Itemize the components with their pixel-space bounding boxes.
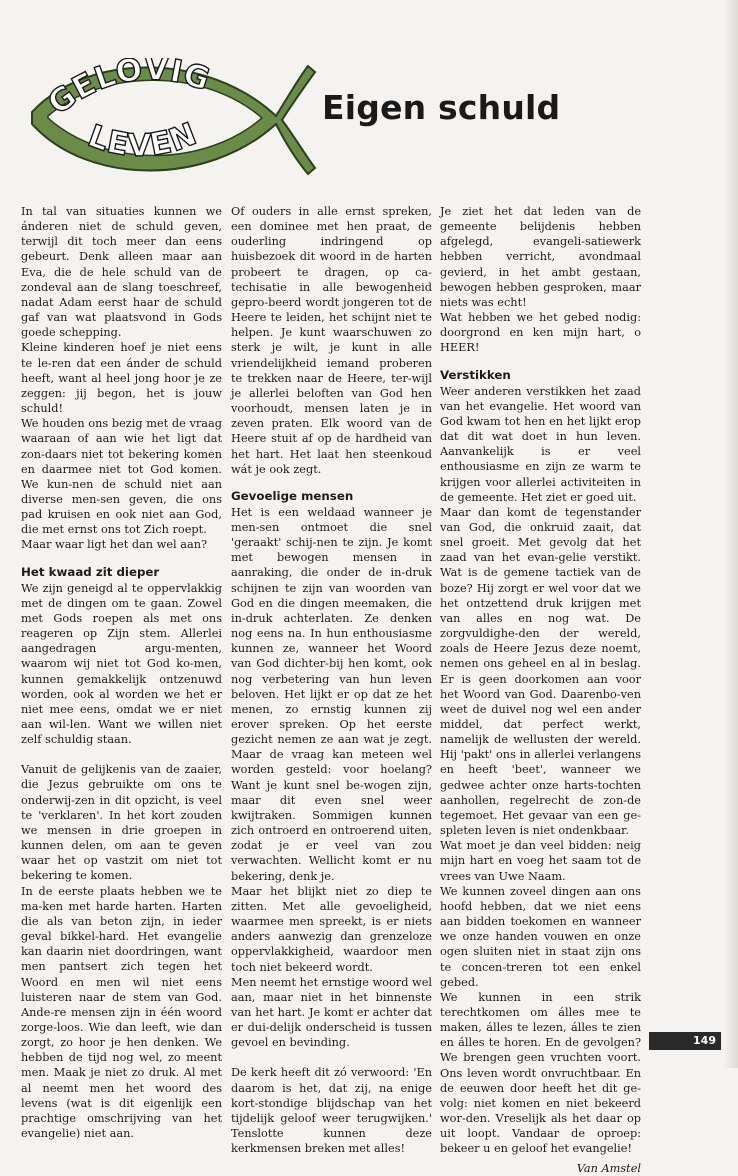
column-1 <box>21 204 222 1141</box>
paragraph: Maar dan komt de tegenstander van God, die onkruid zaait, dat snel groeit. Met gevolg dat het zaad van het evan-gelie verstikt. Wat is de gemene tactiek van de boze? Hij zorgt er wel voor dat we het ontzettend druk krijgen met van alles en nog wat. De zorgvuldighe-den der wereld, zoals de Heere Jezus deze noemt, nemen ons geheel en al in beslag. Er is geen doorkomen aan voor het Woord van God. Daarenbo-ven weet de duivel nog wel een ander middel, dat perfect werkt, namelijk de wellusten der wereld. Hij 'pakt' ons in allerlei verlangens en heeft 'beet', wanneer we gedwee achter onze harts-tochten aanhollen, regelrecht de zon-de tegemoet. Het gevaar van een ge-spleten leven is niet ondenkbaar. <box>440 505 641 838</box>
paragraph: Of ouders in alle ernst spreken, een dominee met hen praat, de ouderling indringend op huisbezoek dit woord in de harten probeert te dragen, op ca-techisatie in alle bewogenheid gepro-beerd wordt jongeren tot de Heere te leiden, het schijnt niet te helpen. Je kunt waarschuwen zo sterk je wilt, je kunt in alle vriendelijkheid iemand proberen te trekken naar de Heere, ter-wijl je allerlei beloften van God hen voorhoudt, mensen laten je in zeven praten. Elk woord van de Heere stuit af op de hardheid van het hart. Het laat hen steenkoud wát je ook zegt. <box>231 205 432 476</box>
column-3 <box>440 204 641 1176</box>
page-number: 149 <box>649 1032 721 1050</box>
paragraph: Maar het blijkt niet zo diep te zitten. Met alle gevoeligheid, waarmee men spreekt, is er niets anders aanwezig dan grenzeloze oppervlakkigheid, waardoor men toch niet bekeerd wordt. <box>231 884 432 974</box>
paragraph: Weer anderen verstikken het zaad van het evangelie. Het woord van God kwam tot hen en het lijkt erop dat dit wat doet in hun leven. Aanvankelijk is er veel enthousiasme en zijn ze warm te krijgen voor allerlei activiteiten in de gemeente. Het ziet er goed uit. <box>440 384 641 504</box>
paragraph: Kleine kinderen hoef je niet eens te le-ren dat een ánder de schuld heeft, want al heel jong hoor je ze zeggen: jij begon, het is jouw schuld! <box>21 341 222 416</box>
paragraph: We zijn geneigd al te oppervlakkig met de dingen om te gaan. Zowel met Gods roepen als met ons reageren op Zijn stem. Allerlei aangedragen argu-menten, waarom wij niet tot God ko-men, kunnen gemakkelijk ontzenuwd worden, ook al worden we het er niet mee eens, omdat we er niet aan wil-len. Want we willen niet zelf schuldig staan. <box>21 581 222 747</box>
section-heading-verstikken: Verstikken <box>440 367 511 382</box>
paragraph: We kunnen zoveel dingen aan ons hoofd hebben, dat we niet eens aan bidden toekomen en wanneer we onze handen vouwen en onze ogen sluiten niet in staat zijn ons te concen-treren tot een enkel gebed. <box>440 884 641 989</box>
section-heading-kwaad: Het kwaad zit dieper <box>21 564 160 579</box>
page-edge-shadow <box>724 0 738 1068</box>
paragraph: Wat hebben we het gebed nodig: doorgrond en ken mijn hart, o HEER! <box>440 311 641 355</box>
paragraph: In tal van situaties kunnen we ánderen niet de schuld geven, terwijl dit toch meer dan eens gebeurt. Denk alleen maar aan Eva, die de hele schuld van de zondeval aan de slang toeschreef, nadat Adam eerst haar de schuld gaf van wat plaatsvond in Gods goede schepping. <box>21 205 222 340</box>
paragraph: Maar waar ligt het dan wel aan? <box>21 538 208 552</box>
author-signature: Van Amstel <box>576 1161 641 1175</box>
logo-word-gelovig: GELOVIG <box>41 58 215 123</box>
paragraph: We kunnen in een strik terechtkomen om álles mee te maken, álles te lezen, álles te zien en álles te horen. En de gevolgen? We brengen geen vruchten voort. Ons leven wordt onvruchtbaar. En de eeuwen door heeft het dit ge-volg: niet komen en niet bekeerd wor-den. Vreselijk als het daar op uit loopt. Vandaar de oproep: bekeer u en geloof het evangelie! <box>440 990 641 1156</box>
paragraph: We houden ons bezig met de vraag waaraan of aan wie het ligt dat zon-daars niet tot bekering komen en daarmee niet tot God komen. We kun-nen de schuld niet aan diverse men-sen geven, die ons pad kruisen en ook niet aan God, die met ernst ons tot Zich roept. <box>21 417 222 537</box>
paragraph: Je ziet het dat leden van de gemeente belijdenis hebben afgelegd, evangeli-satiewerk hebben verricht, avondmaal gevierd, in het ambt gestaan, bewogen hebben gesproken, maar niets was echt! <box>440 205 641 309</box>
paragraph: Het is een weldaad wanneer je men-sen ontmoet die snel 'geraakt' schij-nen te zijn. Je komt met bewogen mensen in aanraking, die onder de in-druk schijnen te zijn van woorden van God en die dingen meemaken, die in-druk achterlaten. Ze denken nog eens na. In hun enthousiasme kunnen ze, wanneer het Woord van God dichter-bij hen komt, ook nog verbetering van hun leven beloven. Het lijkt er op dat ze het menen, zo ernstig kunnen zij erover spreken. Op het eerste gezicht nemen ze aan wat je zegt. Maar de vraag kan meteen wel worden gesteld: voor hoelang? Want je kunt snel be-wogen zijn, maar dit even snel weer kwijtraken. Sommigen kunnen zich ontroerd en ontroerend uiten, zodat je er veel van zou verwachten. Wellicht komt er nu bekering, denk je. <box>231 505 432 883</box>
paragraph: Vanuit de gelijkenis van de zaaier, die Jezus gebruikte om ons te onderwij-zen in dit opzicht, is veel te 'verklaren'. In het kort zouden we mensen in drie groepen in kunnen delen, om aan te geven waar het op vastzit om niet tot bekering te komen. <box>21 763 222 883</box>
paragraph: In de eerste plaats hebben we te ma-ken met harde harten. Harten die als van beton zijn, in ieder geval bikkel-hard. Het evangelie kan daarin niet doordringen, want men pantsert zich tegen het Woord en men wil niet eens luisteren naar de stem van God. Ande-re mensen zijn in één woord zorge-loos. Wie dan leeft, wie dan zorgt, zo hoor je hen denken. We hebben de tijd nog wel, zo meent men. Maak je niet zo druk. Al met al neemt men het woord des levens (wat is dit eigenlijk een prachtige omschrijving van het evangelie) niet aan. <box>21 884 222 1141</box>
logo-word-leven: LEVEN <box>83 115 203 164</box>
paragraph: Men neemt het ernstige woord wel aan, maar niet in het binnenste van het hart. Je komt er achter dat er dui-delijk onderscheid is tussen gevoel en bevinding. <box>231 975 432 1050</box>
column-2 <box>231 204 432 1156</box>
gelovig-leven-fish-logo <box>18 58 318 176</box>
paragraph: Wat moet je dan veel bidden: neig mijn hart en voeg het saam tot de vrees van Uwe Naam. <box>440 839 641 883</box>
paragraph: De kerk heeft dit zó verwoord: 'En daarom is het, dat zij, na enige kort-stondige blijdschap van het tijdelijk geloof weer terugwijken.' Tenslotte kunnen deze kerkmensen breken met alles! <box>231 1066 432 1156</box>
section-heading-gevoelige: Gevoelige mensen <box>231 488 354 503</box>
article-title: Eigen schuld <box>322 88 561 127</box>
